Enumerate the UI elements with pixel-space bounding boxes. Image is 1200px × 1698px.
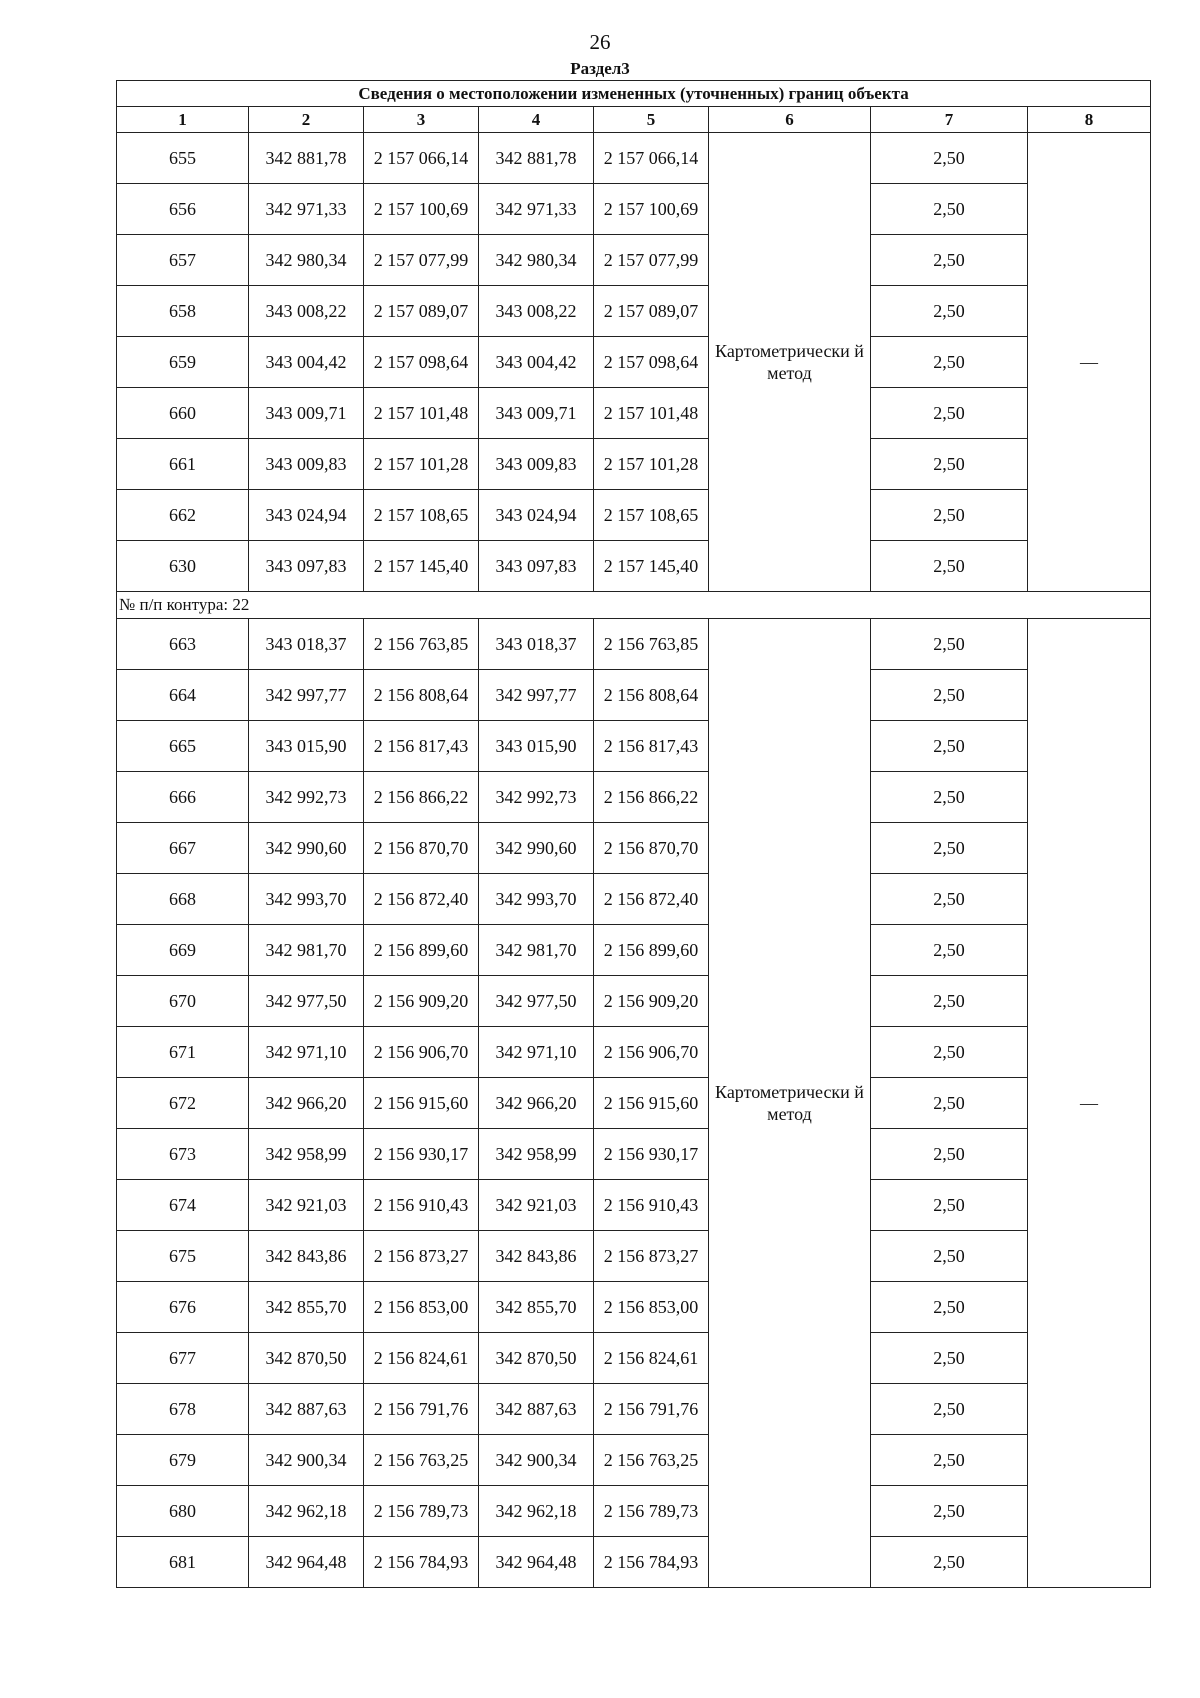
x-existing-cell: 342 971,33: [249, 184, 364, 235]
x-existing-cell: 342 990,60: [249, 823, 364, 874]
x-refined-cell: 342 966,20: [479, 1078, 594, 1129]
accuracy-cell: 2,50: [871, 1180, 1028, 1231]
y-existing-cell: 2 156 870,70: [364, 823, 479, 874]
y-existing-cell: 2 157 089,07: [364, 286, 479, 337]
column-header: 2: [249, 107, 364, 133]
point-number-cell: 662: [117, 490, 249, 541]
table-row: [117, 541, 1151, 592]
y-existing-cell: 2 156 899,60: [364, 925, 479, 976]
point-number-cell: 680: [117, 1486, 249, 1537]
accuracy-cell: 2,50: [871, 925, 1028, 976]
x-refined-cell: 342 993,70: [479, 874, 594, 925]
y-refined-cell: 2 156 873,27: [594, 1231, 709, 1282]
accuracy-cell: 2,50: [871, 1129, 1028, 1180]
accuracy-cell: 2,50: [871, 439, 1028, 490]
x-refined-cell: 342 977,50: [479, 976, 594, 1027]
x-refined-cell: 342 870,50: [479, 1333, 594, 1384]
point-number-cell: 658: [117, 286, 249, 337]
x-existing-cell: 342 977,50: [249, 976, 364, 1027]
table-row: [117, 1435, 1151, 1486]
point-number-cell: 681: [117, 1537, 249, 1588]
table-row: [117, 1537, 1151, 1588]
table-row: [117, 1129, 1151, 1180]
x-existing-cell: 343 015,90: [249, 721, 364, 772]
x-refined-cell: 342 887,63: [479, 1384, 594, 1435]
y-existing-cell: 2 157 077,99: [364, 235, 479, 286]
x-refined-cell: 342 843,86: [479, 1231, 594, 1282]
x-existing-cell: 343 008,22: [249, 286, 364, 337]
point-number-cell: 669: [117, 925, 249, 976]
column-header: 8: [1028, 107, 1151, 133]
x-existing-cell: 342 966,20: [249, 1078, 364, 1129]
accuracy-cell: 2,50: [871, 1435, 1028, 1486]
x-existing-cell: 342 964,48: [249, 1537, 364, 1588]
x-refined-cell: 342 900,34: [479, 1435, 594, 1486]
column-header: 7: [871, 107, 1028, 133]
x-existing-cell: 343 024,94: [249, 490, 364, 541]
y-existing-cell: 2 156 784,93: [364, 1537, 479, 1588]
contour-label: № п/п контура: 22: [117, 592, 1151, 619]
table-row: [117, 874, 1151, 925]
x-refined-cell: 343 008,22: [479, 286, 594, 337]
table-row: [117, 133, 1151, 184]
y-refined-cell: 2 157 108,65: [594, 490, 709, 541]
y-existing-cell: 2 157 101,28: [364, 439, 479, 490]
x-refined-cell: 343 097,83: [479, 541, 594, 592]
x-refined-cell: 342 992,73: [479, 772, 594, 823]
y-refined-cell: 2 156 870,70: [594, 823, 709, 874]
accuracy-cell: 2,50: [871, 133, 1028, 184]
boundary-coordinates-table: [116, 80, 1151, 1588]
y-refined-cell: 2 156 791,76: [594, 1384, 709, 1435]
accuracy-cell: 2,50: [871, 874, 1028, 925]
x-existing-cell: 342 971,10: [249, 1027, 364, 1078]
point-number-cell: 665: [117, 721, 249, 772]
x-existing-cell: 343 009,71: [249, 388, 364, 439]
x-refined-cell: 343 024,94: [479, 490, 594, 541]
method-cell: Картометрически й метод: [709, 133, 871, 592]
point-number-cell: 670: [117, 976, 249, 1027]
y-existing-cell: 2 156 817,43: [364, 721, 479, 772]
table-row: [117, 286, 1151, 337]
y-existing-cell: 2 156 808,64: [364, 670, 479, 721]
accuracy-cell: 2,50: [871, 1333, 1028, 1384]
table-caption: Сведения о местоположении измененных (уточненных) границ объекта: [117, 81, 1151, 107]
y-refined-cell: 2 157 100,69: [594, 184, 709, 235]
x-existing-cell: 342 958,99: [249, 1129, 364, 1180]
y-existing-cell: 2 156 789,73: [364, 1486, 479, 1537]
table-row: [117, 439, 1151, 490]
x-refined-cell: 342 971,10: [479, 1027, 594, 1078]
point-number-cell: 667: [117, 823, 249, 874]
y-refined-cell: 2 156 909,20: [594, 976, 709, 1027]
x-refined-cell: 343 004,42: [479, 337, 594, 388]
x-existing-cell: 342 900,34: [249, 1435, 364, 1486]
accuracy-cell: 2,50: [871, 1078, 1028, 1129]
x-existing-cell: 342 981,70: [249, 925, 364, 976]
y-refined-cell: 2 156 784,93: [594, 1537, 709, 1588]
x-refined-cell: 342 962,18: [479, 1486, 594, 1537]
accuracy-cell: 2,50: [871, 337, 1028, 388]
y-refined-cell: 2 157 145,40: [594, 541, 709, 592]
y-existing-cell: 2 156 824,61: [364, 1333, 479, 1384]
x-existing-cell: 342 870,50: [249, 1333, 364, 1384]
point-number-cell: 678: [117, 1384, 249, 1435]
column-header-row: [117, 107, 1151, 133]
x-refined-cell: 342 921,03: [479, 1180, 594, 1231]
accuracy-cell: 2,50: [871, 1486, 1028, 1537]
table-row: [117, 619, 1151, 670]
column-header: 1: [117, 107, 249, 133]
y-existing-cell: 2 157 101,48: [364, 388, 479, 439]
table-row: [117, 976, 1151, 1027]
accuracy-cell: 2,50: [871, 1027, 1028, 1078]
table-row: [117, 772, 1151, 823]
table-row: [117, 388, 1151, 439]
x-refined-cell: 342 855,70: [479, 1282, 594, 1333]
table-row: [117, 184, 1151, 235]
y-refined-cell: 2 156 899,60: [594, 925, 709, 976]
y-existing-cell: 2 156 866,22: [364, 772, 479, 823]
y-existing-cell: 2 156 853,00: [364, 1282, 479, 1333]
y-existing-cell: 2 157 100,69: [364, 184, 479, 235]
page-number: 26: [589, 30, 611, 54]
y-refined-cell: 2 156 866,22: [594, 772, 709, 823]
accuracy-cell: 2,50: [871, 823, 1028, 874]
table-row: [117, 721, 1151, 772]
y-existing-cell: 2 156 763,85: [364, 619, 479, 670]
table-row: [117, 925, 1151, 976]
accuracy-cell: 2,50: [871, 772, 1028, 823]
y-existing-cell: 2 156 906,70: [364, 1027, 479, 1078]
accuracy-cell: 2,50: [871, 286, 1028, 337]
table-row: [117, 1027, 1151, 1078]
y-existing-cell: 2 157 108,65: [364, 490, 479, 541]
y-refined-cell: 2 156 789,73: [594, 1486, 709, 1537]
accuracy-cell: 2,50: [871, 1231, 1028, 1282]
point-number-cell: 677: [117, 1333, 249, 1384]
x-refined-cell: 342 981,70: [479, 925, 594, 976]
table-caption-row: [117, 81, 1151, 107]
point-number-cell: 657: [117, 235, 249, 286]
y-refined-cell: 2 157 077,99: [594, 235, 709, 286]
y-refined-cell: 2 156 808,64: [594, 670, 709, 721]
accuracy-cell: 2,50: [871, 670, 1028, 721]
point-number-cell: 666: [117, 772, 249, 823]
y-refined-cell: 2 157 066,14: [594, 133, 709, 184]
table-row: [117, 1231, 1151, 1282]
y-refined-cell: 2 156 872,40: [594, 874, 709, 925]
table-row: [117, 235, 1151, 286]
point-number-cell: 661: [117, 439, 249, 490]
col8-cell: —: [1028, 133, 1151, 592]
x-refined-cell: 343 015,90: [479, 721, 594, 772]
y-refined-cell: 2 156 910,43: [594, 1180, 709, 1231]
table-row: [117, 337, 1151, 388]
y-refined-cell: 2 156 763,25: [594, 1435, 709, 1486]
x-existing-cell: 343 097,83: [249, 541, 364, 592]
x-refined-cell: 342 990,60: [479, 823, 594, 874]
y-refined-cell: 2 157 098,64: [594, 337, 709, 388]
point-number-cell: 673: [117, 1129, 249, 1180]
y-existing-cell: 2 157 145,40: [364, 541, 479, 592]
y-refined-cell: 2 157 101,28: [594, 439, 709, 490]
x-existing-cell: 342 843,86: [249, 1231, 364, 1282]
y-refined-cell: 2 157 101,48: [594, 388, 709, 439]
x-refined-cell: 342 980,34: [479, 235, 594, 286]
accuracy-cell: 2,50: [871, 541, 1028, 592]
table-row: [117, 670, 1151, 721]
x-existing-cell: 342 855,70: [249, 1282, 364, 1333]
point-number-cell: 630: [117, 541, 249, 592]
accuracy-cell: 2,50: [871, 976, 1028, 1027]
y-refined-cell: 2 156 906,70: [594, 1027, 709, 1078]
x-existing-cell: 343 009,83: [249, 439, 364, 490]
accuracy-cell: 2,50: [871, 490, 1028, 541]
y-existing-cell: 2 156 930,17: [364, 1129, 479, 1180]
x-existing-cell: 342 962,18: [249, 1486, 364, 1537]
table-row: [117, 1282, 1151, 1333]
column-header: 6: [709, 107, 871, 133]
accuracy-cell: 2,50: [871, 388, 1028, 439]
point-number-cell: 663: [117, 619, 249, 670]
x-existing-cell: 342 993,70: [249, 874, 364, 925]
accuracy-cell: 2,50: [871, 184, 1028, 235]
accuracy-cell: 2,50: [871, 1282, 1028, 1333]
table-row: [117, 1486, 1151, 1537]
x-refined-cell: 343 009,83: [479, 439, 594, 490]
point-number-cell: 664: [117, 670, 249, 721]
point-number-cell: 679: [117, 1435, 249, 1486]
method-cell: Картометрически й метод: [709, 619, 871, 1588]
y-existing-cell: 2 156 909,20: [364, 976, 479, 1027]
column-header: 5: [594, 107, 709, 133]
y-existing-cell: 2 156 910,43: [364, 1180, 479, 1231]
accuracy-cell: 2,50: [871, 235, 1028, 286]
x-refined-cell: 342 997,77: [479, 670, 594, 721]
y-existing-cell: 2 156 915,60: [364, 1078, 479, 1129]
point-number-cell: 676: [117, 1282, 249, 1333]
y-refined-cell: 2 156 817,43: [594, 721, 709, 772]
x-existing-cell: 342 921,03: [249, 1180, 364, 1231]
section-title: Раздел3: [570, 59, 630, 78]
x-refined-cell: 343 018,37: [479, 619, 594, 670]
x-refined-cell: 342 881,78: [479, 133, 594, 184]
x-existing-cell: 343 018,37: [249, 619, 364, 670]
table-row: [117, 490, 1151, 541]
accuracy-cell: 2,50: [871, 721, 1028, 772]
x-existing-cell: 342 887,63: [249, 1384, 364, 1435]
y-refined-cell: 2 156 853,00: [594, 1282, 709, 1333]
x-refined-cell: 343 009,71: [479, 388, 594, 439]
point-number-cell: 671: [117, 1027, 249, 1078]
point-number-cell: 672: [117, 1078, 249, 1129]
y-existing-cell: 2 156 873,27: [364, 1231, 479, 1282]
y-refined-cell: 2 156 763,85: [594, 619, 709, 670]
x-existing-cell: 342 992,73: [249, 772, 364, 823]
table-row: [117, 1180, 1151, 1231]
table-row: [117, 1384, 1151, 1435]
x-refined-cell: 342 958,99: [479, 1129, 594, 1180]
x-existing-cell: 342 980,34: [249, 235, 364, 286]
table-row: [117, 1333, 1151, 1384]
y-refined-cell: 2 156 824,61: [594, 1333, 709, 1384]
point-number-cell: 655: [117, 133, 249, 184]
accuracy-cell: 2,50: [871, 1384, 1028, 1435]
x-refined-cell: 342 971,33: [479, 184, 594, 235]
col8-cell: —: [1028, 619, 1151, 1588]
table-row: [117, 1078, 1151, 1129]
x-refined-cell: 342 964,48: [479, 1537, 594, 1588]
point-number-cell: 675: [117, 1231, 249, 1282]
y-refined-cell: 2 156 930,17: [594, 1129, 709, 1180]
point-number-cell: 656: [117, 184, 249, 235]
column-header: 3: [364, 107, 479, 133]
column-header: 4: [479, 107, 594, 133]
y-existing-cell: 2 157 098,64: [364, 337, 479, 388]
y-existing-cell: 2 156 872,40: [364, 874, 479, 925]
y-refined-cell: 2 157 089,07: [594, 286, 709, 337]
y-refined-cell: 2 156 915,60: [594, 1078, 709, 1129]
point-number-cell: 659: [117, 337, 249, 388]
contour-label-row: [117, 592, 1151, 619]
point-number-cell: 660: [117, 388, 249, 439]
point-number-cell: 674: [117, 1180, 249, 1231]
y-existing-cell: 2 156 763,25: [364, 1435, 479, 1486]
table-row: [117, 823, 1151, 874]
x-existing-cell: 342 997,77: [249, 670, 364, 721]
accuracy-cell: 2,50: [871, 619, 1028, 670]
y-existing-cell: 2 157 066,14: [364, 133, 479, 184]
accuracy-cell: 2,50: [871, 1537, 1028, 1588]
y-existing-cell: 2 156 791,76: [364, 1384, 479, 1435]
point-number-cell: 668: [117, 874, 249, 925]
x-existing-cell: 343 004,42: [249, 337, 364, 388]
x-existing-cell: 342 881,78: [249, 133, 364, 184]
